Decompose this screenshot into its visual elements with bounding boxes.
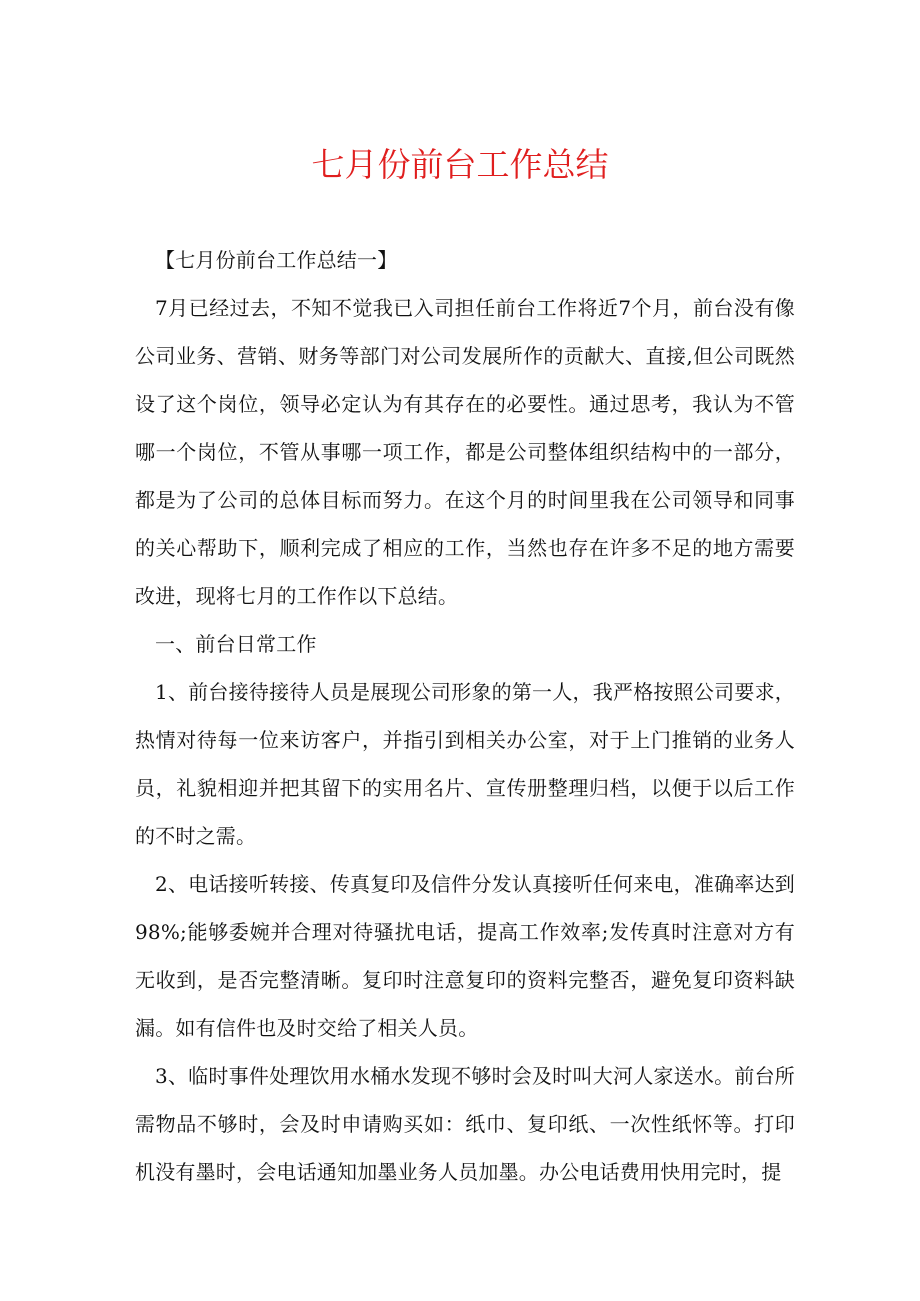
subsection-heading: 一、前台日常工作 — [155, 632, 317, 656]
section-heading: 【七月份前台工作总结一】 — [155, 248, 398, 272]
document-body — [135, 236, 795, 1196]
body-paragraph: 1、前台接待接待人员是展现公司形象的第一人，我严格按照公司要求，热情对待每一位来访客户，并指引到相关办公室，对于上门推销的业务人员，礼貌相迎并把其留下的实用名片、宣传册整理归档，以便于以后工作的不时之需。 — [135, 680, 795, 848]
body-paragraph: 3、临时事件处理饮用水桶水发现不够时会及时叫大河人家送水。前台所需物品不够时，会及时申请购买如：纸巾、复印纸、一次性纸怀等。打印机没有墨时，会电话通知加墨业务人员加墨。办公电话费用快用完时，提 — [135, 1064, 795, 1184]
body-paragraph: 7月已经过去，不知不觉我已入司担任前台工作将近7个月，前台没有像公司业务、营销、财务等部门对公司发展所作的贡献大、直接,但公司既然设了这个岗位，领导必定认为有其存在的必要性。通过思考，我认为不管哪一个岗位，不管从事哪一项工作，都是公司整体组织结构中的一部分，都是为了公司的总体目标而努力。在这个月的时间里我在公司领导和同事的关心帮助下，顺利完成了相应的工作，当然也存在许多不足的地方需要改进，现将七月的工作作以下总结。 — [135, 296, 795, 608]
document-title: 七月份前台工作总结 — [311, 145, 609, 184]
body-paragraph: 2、电话接听转接、传真复印及信件分发认真接听任何来电，准确率达到98%;能够委婉并合理对待骚扰电话，提高工作效率;发传真时注意对方有无收到，是否完整清晰。复印时注意复印的资料完整否，避免复印资料缺漏。如有信件也及时交给了相关人员。 — [135, 872, 795, 1040]
